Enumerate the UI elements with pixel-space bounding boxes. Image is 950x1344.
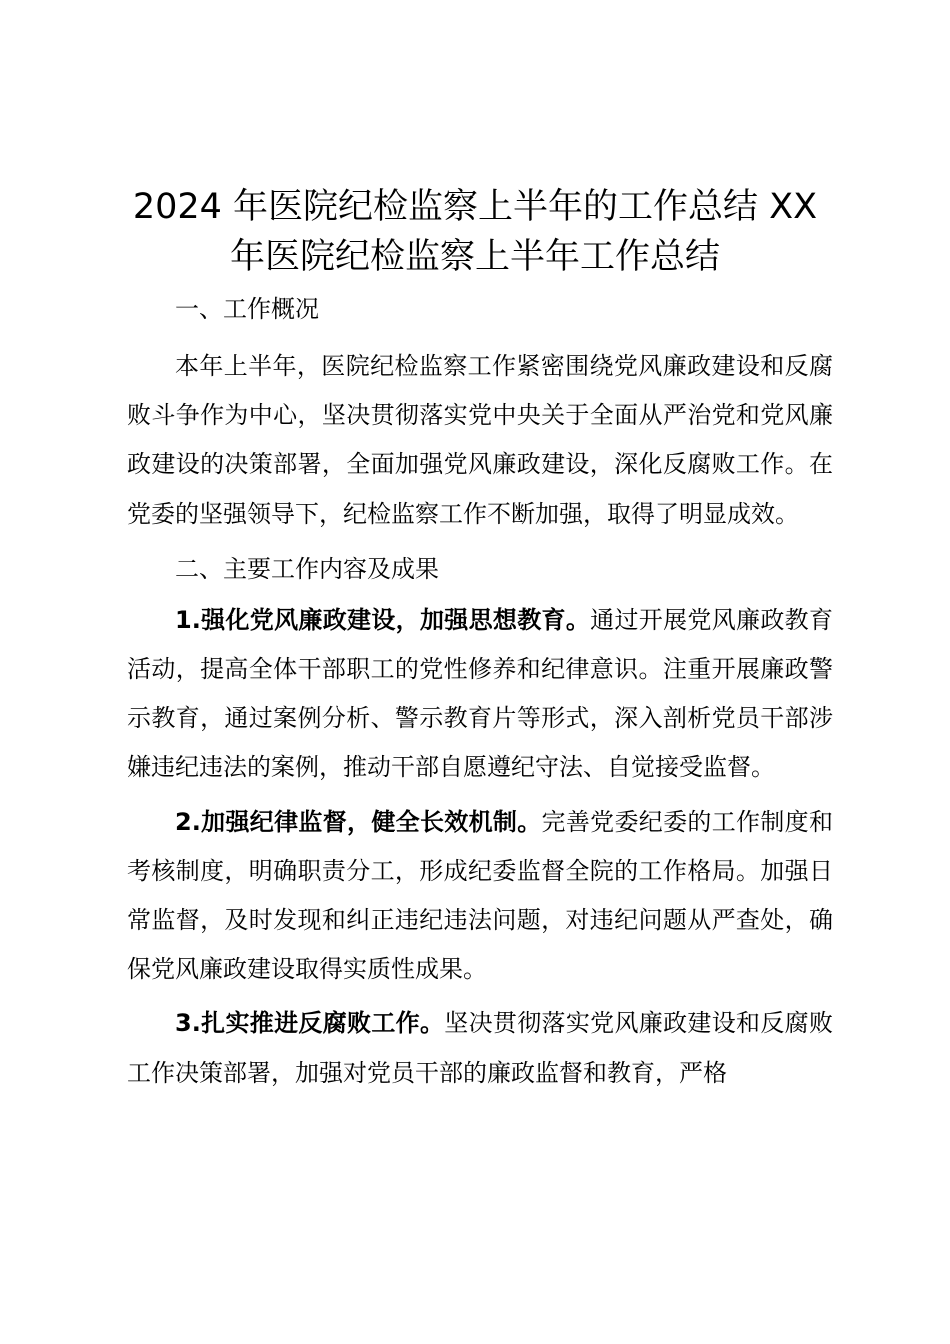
work-item-2-text: 完善党委纪委的工作制度和考核制度，明确职责分工，形成纪委监督全院的工作格局。加强日常监督，及时发现和纠正违纪违法问题，对违纪问题从严查处，确保党风廉政建设取得实质性成果。 xyxy=(127,807,833,984)
title-line-2: 年医院纪检监察上半年工作总结 xyxy=(229,237,720,277)
section-heading-overview: 一、工作概况 xyxy=(175,295,319,323)
work-item-3-text: 坚决贯彻落实党风廉政建设和反腐败工作决策部署，加强对党员干部的廉政监督和教育，严格 xyxy=(127,1009,833,1087)
document-body xyxy=(127,284,833,1098)
document-title xyxy=(120,182,830,282)
work-item-3-lead: 3.扎实推进反腐败工作。 xyxy=(175,1009,445,1038)
work-item-3 xyxy=(127,999,833,1097)
overview-paragraph: 本年上半年，医院纪检监察工作紧密围绕党风廉政建设和反腐败斗争作为中心，坚决贯彻落实党中央关于全面从严治党和党风廉政建设的决策部署，全面加强党风廉政建设，深化反腐败工作。在党委的坚强领导下，纪检监察工作不断加强，取得了明显成效。 xyxy=(127,352,833,528)
work-item-2-lead: 2.加强纪律监督，健全长效机制。 xyxy=(175,807,542,836)
work-item-1-text: 通过开展党风廉政教育活动，提高全体干部职工的党性修养和纪律意识。注重开展廉政警示教育，通过案例分析、警示教育片等形式，深入剖析党员干部涉嫌违纪违法的案例，推动干部自愿遵纪守法、自觉接受监督。 xyxy=(127,605,833,782)
section-heading-main-work: 二、主要工作内容及成果 xyxy=(175,554,439,583)
work-item-1-lead: 1.强化党风廉政建设，加强思想教育。 xyxy=(175,605,591,634)
title-line-1: 2024 年医院纪检监察上半年的工作总结 XX xyxy=(132,187,818,227)
work-item-2 xyxy=(127,798,833,995)
work-item-1 xyxy=(127,596,833,793)
